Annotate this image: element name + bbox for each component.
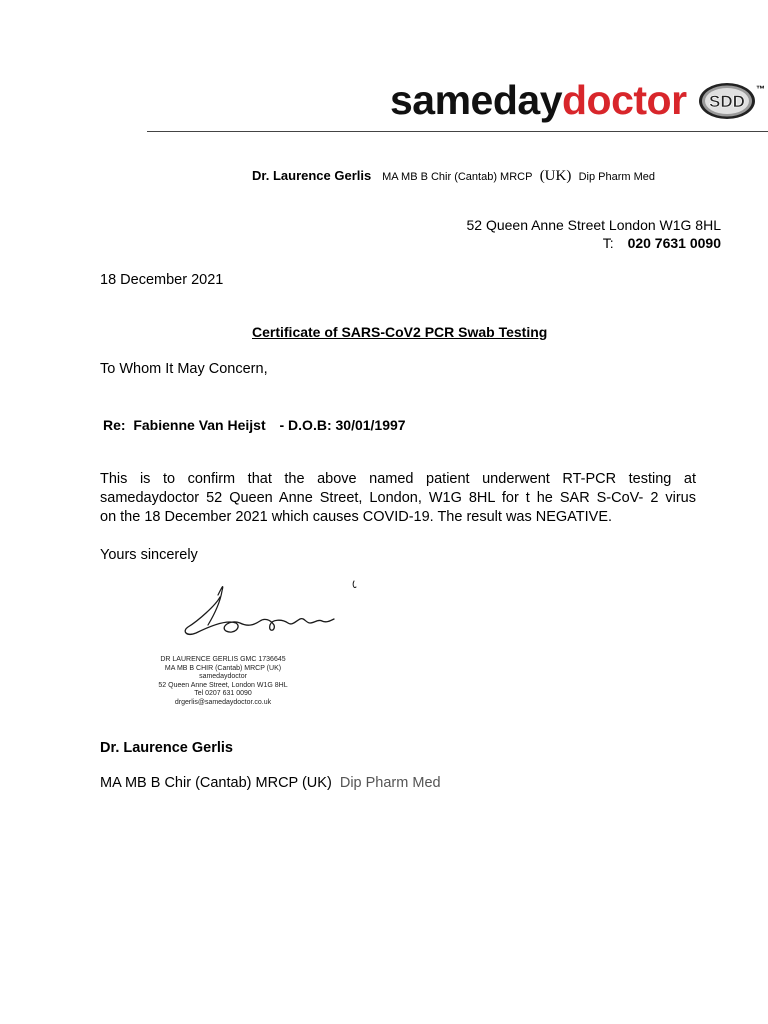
doctor-uk: (UK)	[539, 168, 572, 184]
doctor-stamp	[118, 656, 328, 707]
letter-date: 18 December 2021	[100, 272, 224, 288]
phone-number: 020 7631 0090	[627, 235, 721, 251]
re-label: Re:	[103, 417, 126, 433]
stamp-line: samedaydoctor	[199, 673, 247, 680]
doctor-header	[252, 168, 655, 185]
stamp-line: 52 Queen Anne Street, London W1G 8HL	[158, 681, 288, 689]
clinic-address: 52 Queen Anne Street London W1G 8HL	[466, 217, 721, 233]
paragraph-line: on the 18 December 2021 which causes COVID-19. The result was NEGATIVE.	[100, 509, 613, 525]
stamp-line: MA MB B CHIR (Cantab) MRCP (UK)	[164, 664, 282, 672]
confirmation-paragraph	[100, 470, 696, 527]
paragraph-line: samedaydoctor 52 Queen Anne Street, London, W1G 8HL for t he SAR S-CoV- 2 virus	[100, 490, 696, 506]
stamp-line: DR LAURENCE GERLIS GMC 1736645	[160, 656, 286, 663]
doctor-name: Dr. Laurence Gerlis	[252, 168, 372, 183]
trademark-mark: ™	[756, 84, 765, 94]
closing: Yours sincerely	[100, 547, 198, 563]
stamp-line: drgerlis@samedaydoctor.co.uk	[174, 698, 272, 706]
header-divider	[147, 131, 768, 132]
signatory-quals-text: MA MB B Chir (Cantab) MRCP (UK)	[100, 775, 332, 791]
phone-label: T:	[602, 235, 614, 251]
badge-text: SDD	[709, 92, 745, 111]
patient-dob: - D.O.B: 30/01/1997	[279, 417, 406, 433]
signatory-qualifications	[100, 775, 441, 791]
samedaydoctor-logo	[390, 77, 687, 123]
handwritten-signature	[178, 575, 368, 645]
sdd-badge-icon	[697, 81, 757, 121]
doctor-dip: Dip Pharm Med	[578, 171, 655, 183]
salutation: To Whom It May Concern,	[100, 361, 268, 377]
stamp-line: Tel 0207 631 0090	[194, 690, 252, 697]
re-line	[103, 417, 406, 433]
paragraph-line: This is to confirm that the above named patient underwent RT-PCR testing at	[100, 471, 696, 487]
patient-name: Fabienne Van Heijst	[133, 417, 266, 433]
clinic-phone	[603, 235, 721, 251]
signatory-dip: Dip Pharm Med	[339, 775, 441, 791]
doctor-qualifications: MA MB B Chir (Cantab) MRCP	[382, 171, 533, 183]
signatory-name: Dr. Laurence Gerlis	[100, 740, 233, 756]
certificate-title: Certificate of SARS-CoV2 PCR Swab Testing	[252, 324, 548, 340]
logo-part-sameday: sameday	[390, 77, 563, 123]
logo-part-doctor: doctor	[562, 77, 687, 123]
